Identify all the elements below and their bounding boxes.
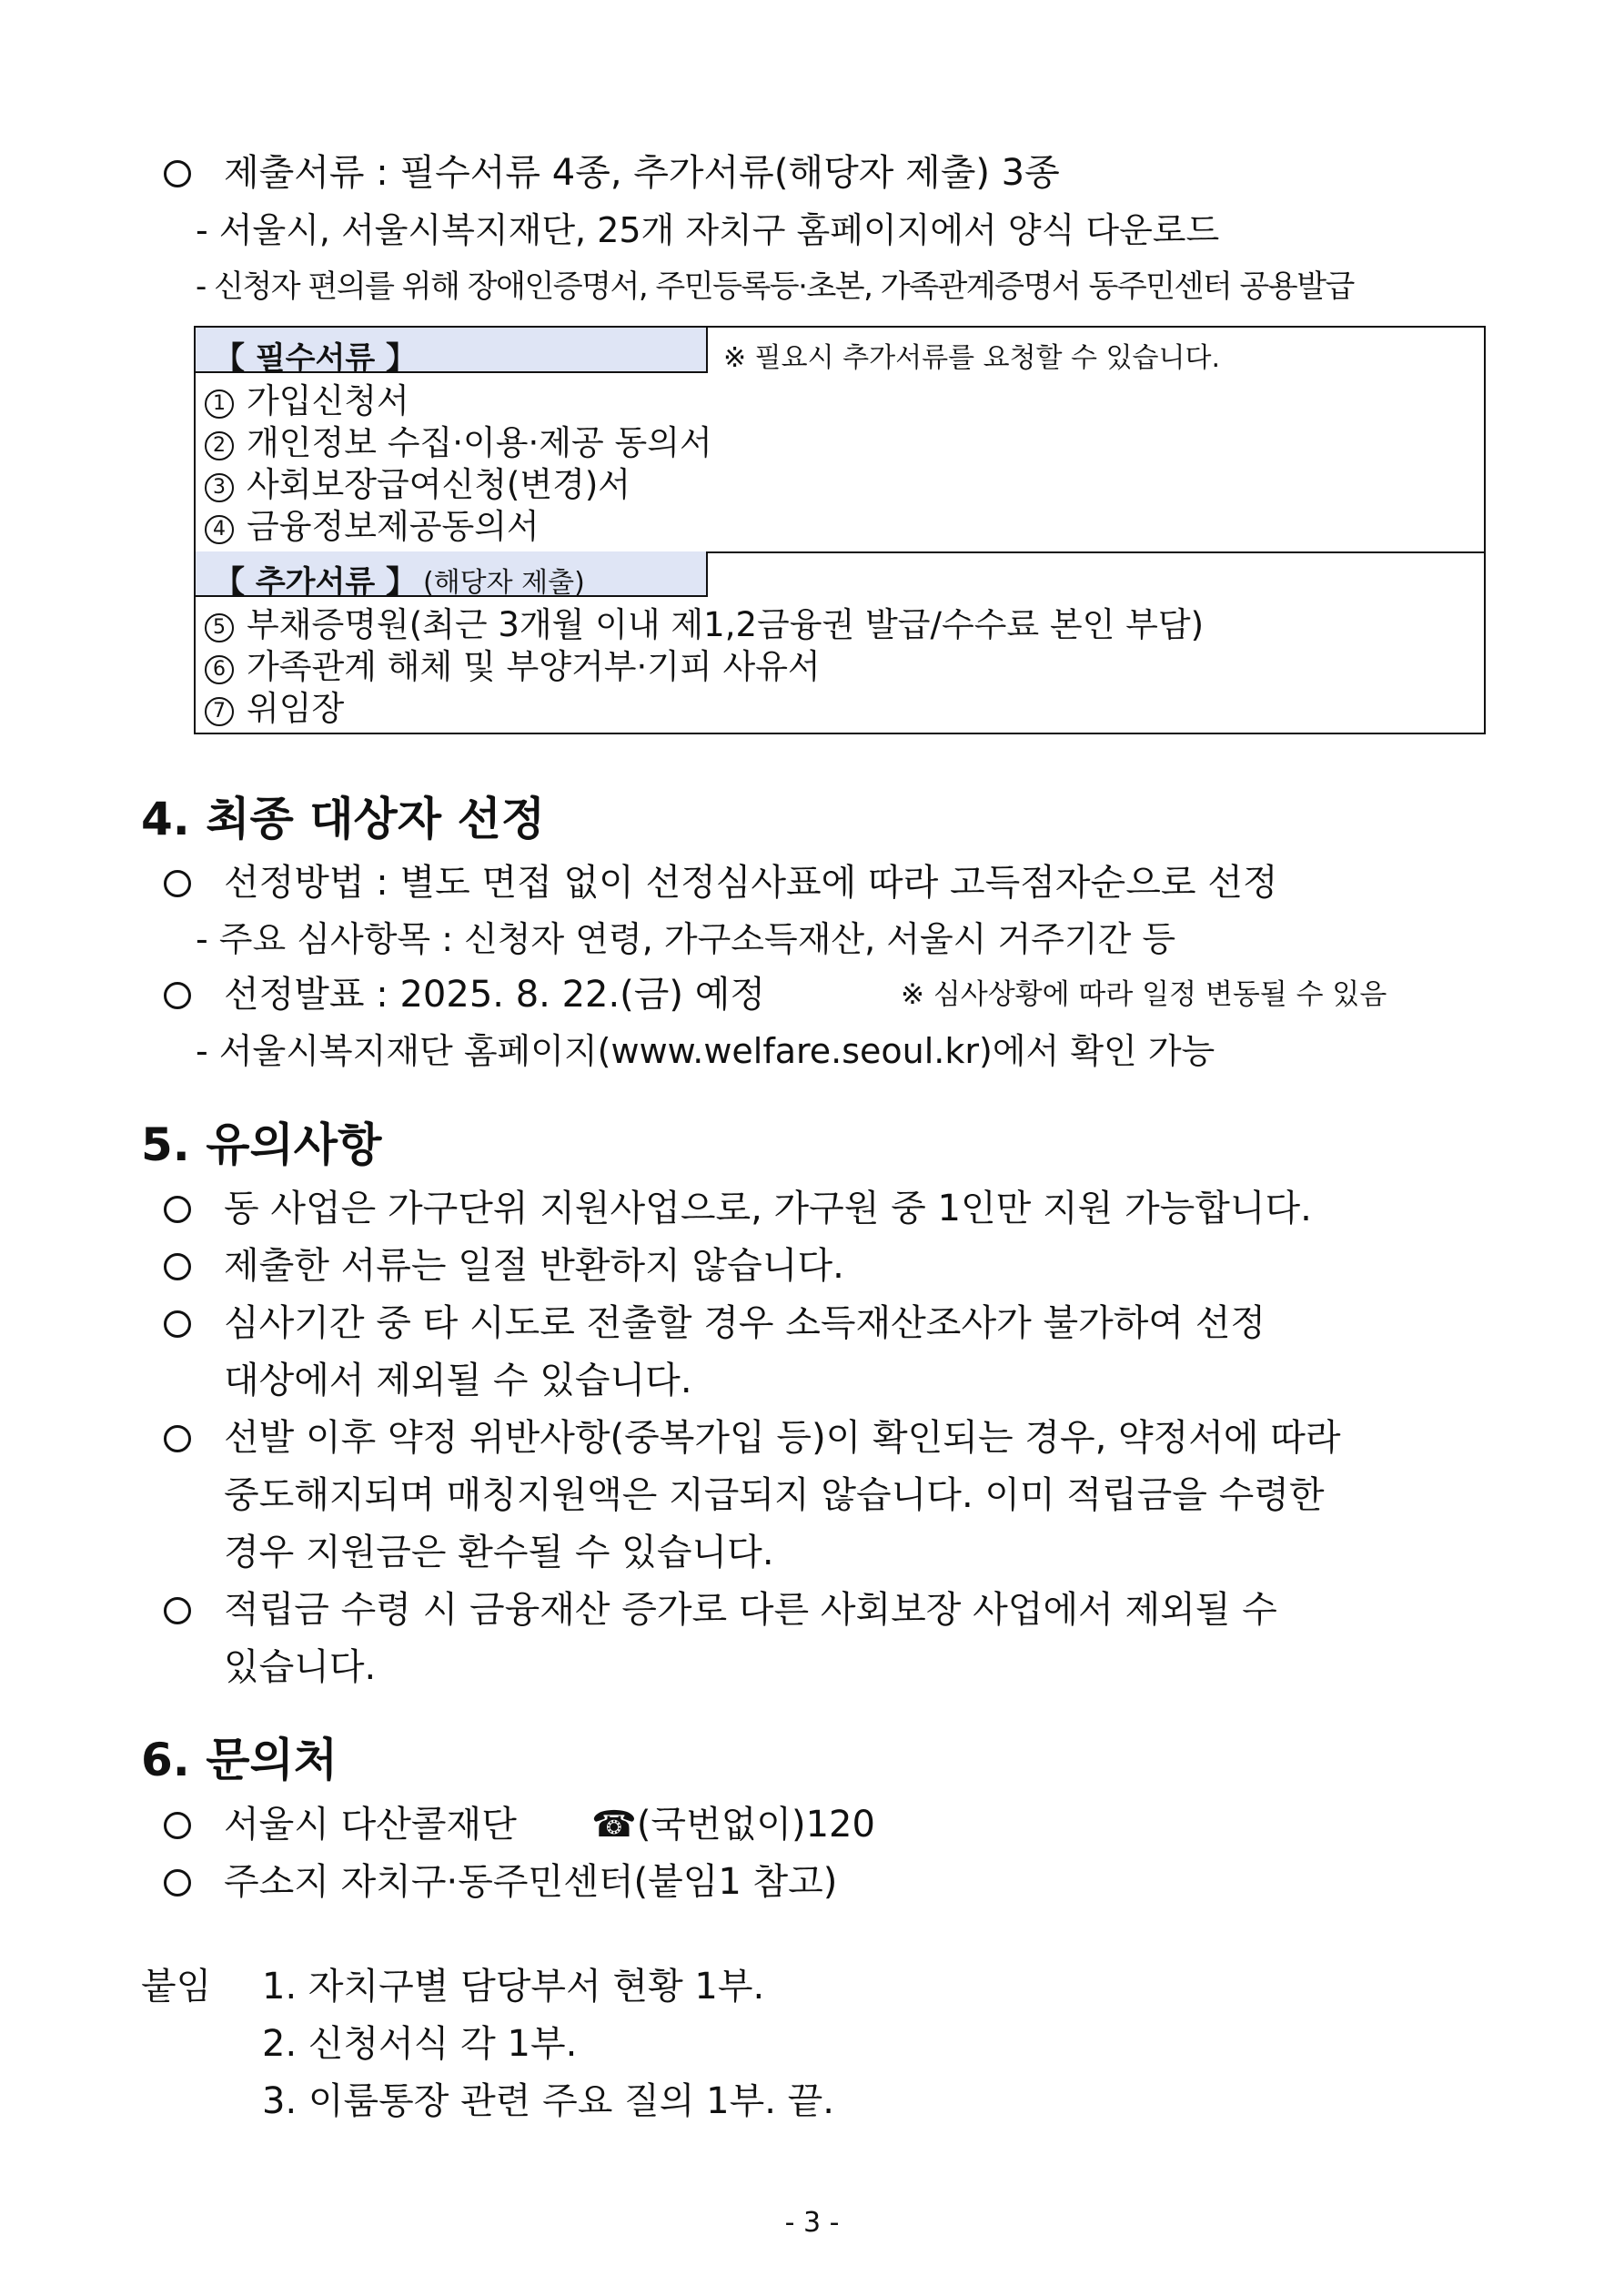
circle-bullet-icon [164,1869,191,1896]
table-note: ※ 필요시 추가서류를 요청할 수 있습니다. [723,342,1221,374]
list-item: 4 금융정보제공동의서 [205,506,540,548]
section-4-heading: 4. 최종 대상자 선정 [141,793,546,845]
section-6-heading: 6. 문의처 [141,1734,338,1786]
attachment-item: 1. 자치구별 담당부서 현황 1부. [262,1966,765,2008]
notice-item-cont: 대상에서 제외될 수 있습니다. [224,1360,692,1401]
attachment-item: 2. 신청서식 각 1부. [262,2023,578,2065]
phone-number: ☎(국번없이)120 [591,1804,875,1846]
list-item: 2 개인정보 수집·이용·제공 동의서 [205,422,712,464]
docs-title-text: 제출서류 : 필수서류 4종, 추가서류(해당자 제출) 3종 [224,152,1060,194]
notice-item-cont: 있습니다. [224,1646,377,1688]
circle-bullet-icon [164,870,191,897]
list-item: 1 가입신청서 [205,380,409,422]
page-number: - 3 - [784,2207,840,2239]
circle-bullet-icon [164,1597,191,1624]
additional-docs-header: 【 추가서류 】 (해당자 제출) [196,551,708,597]
list-item: 6 가족관계 해체 및 부양거부·기피 사유서 [205,646,821,688]
section-5-heading: 5. 유의사항 [141,1118,382,1171]
list-item: 7 위임장 [205,688,344,730]
selection-criteria: - 주요 심사항목 : 신청자 연령, 가구소득재산, 서울시 거주기간 등 [196,919,1176,959]
required-docs-header: 【 필수서류 】 [196,328,708,373]
announce-check: - 서울시복지재단 홈페이지(www.welfare.seoul.kr)에서 확인 가능 [196,1031,1215,1071]
circle-bullet-icon [164,160,191,187]
docs-dash-1: - 서울시, 서울시복지재단, 25개 자치구 홈페이지에서 양식 다운로드 [196,210,1220,250]
circle-bullet-icon [164,1310,191,1338]
circle-bullet-icon [164,1425,191,1452]
documents-table [194,326,1486,734]
list-item: 5 부채증명원(최근 3개월 이내 제1,2금융권 발급/수수료 본인 부담) [205,604,1204,646]
circle-bullet-icon [164,1812,191,1839]
attachment-item: 3. 이룸통장 관련 주요 질의 1부. 끝. [262,2080,835,2122]
docs-dash-2: - 신청자 편의를 위해 장애인증명서, 주민등록등·초본, 가족관계증명서 동주민센터 공용발급 [196,268,1354,305]
circle-bullet-icon [164,982,191,1009]
circle-bullet-icon [164,1196,191,1223]
notice-item-cont: 경우 지원금은 환수될 수 있습니다. [224,1532,774,1573]
list-item: 3 사회보장급여신청(변경)서 [205,464,630,506]
notice-item-cont: 중도해지되며 매칭지원액은 지급되지 않습니다. 이미 적립금을 수령한 [224,1474,1325,1516]
circle-bullet-icon [164,1253,191,1280]
attachments-label: 붙임 [141,1966,212,2008]
